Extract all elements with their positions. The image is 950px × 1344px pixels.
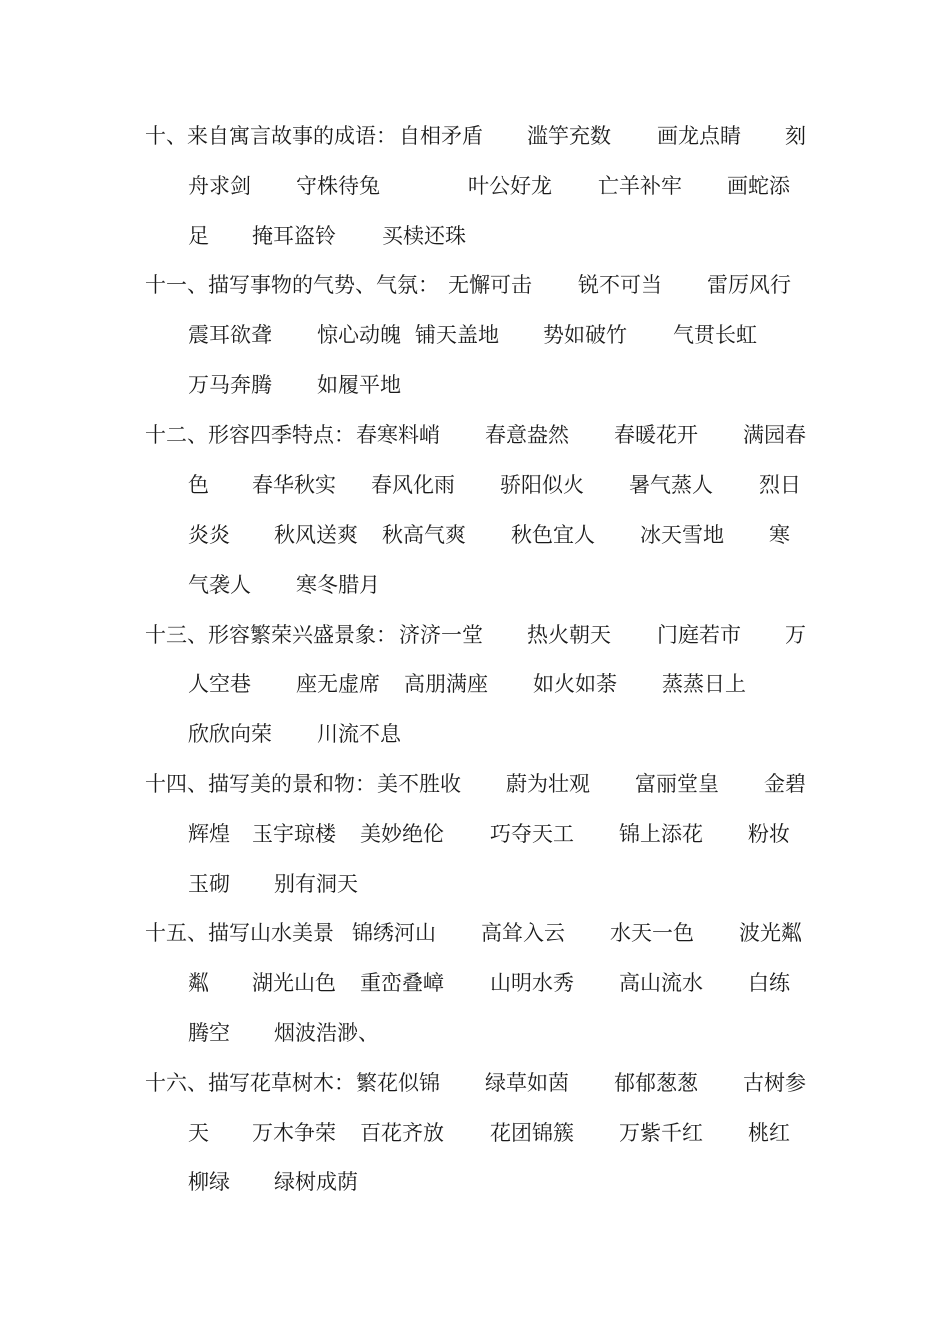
idiom: 郁郁葱葱 — [614, 1071, 698, 1095]
idiom: 繁花似锦 — [356, 1071, 440, 1095]
idiom: 重峦叠嶂 — [360, 971, 444, 995]
idiom: 秋色宜人 — [511, 523, 595, 547]
idiom: 桃红 — [748, 1121, 790, 1145]
idiom: 叶公好龙 — [468, 174, 552, 198]
idiom: 春暖花开 — [614, 423, 698, 447]
idiom: 百花齐放 — [360, 1121, 444, 1145]
idiom: 玉砌 — [188, 872, 230, 896]
section-16-heading: 十六、描写花草树木： — [145, 1071, 355, 1095]
idiom: 如火如荼 — [533, 672, 617, 696]
idiom: 满园春 — [743, 423, 806, 447]
idiom: 色 — [188, 473, 209, 497]
idiom: 富丽堂皇 — [635, 772, 719, 796]
section-10-heading: 十、来自寓言故事的成语： — [145, 124, 397, 148]
idiom: 巧夺天工 — [490, 822, 574, 846]
idiom: 万木争荣 — [252, 1121, 336, 1145]
idiom: 高耸入云 — [481, 921, 565, 945]
idiom: 无懈可击 — [448, 273, 532, 297]
idiom: 万紫千红 — [619, 1121, 703, 1145]
section-11-heading: 十一、描写事物的气势、气氛： — [145, 273, 439, 297]
idiom: 门庭若市 — [657, 623, 741, 647]
idiom: 寒 — [769, 523, 790, 547]
idiom: 暑气蒸人 — [629, 473, 713, 497]
idiom: 足 — [188, 224, 209, 248]
idiom: 天 — [188, 1121, 209, 1145]
idiom: 湖光山色 — [252, 971, 336, 995]
idiom: 美不胜收 — [377, 772, 461, 796]
idiom: 锦上添花 — [619, 822, 703, 846]
idiom: 画蛇添 — [727, 174, 790, 198]
idiom: 骄阳似火 — [500, 473, 584, 497]
idiom: 波光粼 — [739, 921, 802, 945]
idiom: 高朋满座 — [404, 672, 488, 696]
idiom: 花团锦簇 — [490, 1121, 574, 1145]
idiom: 山明水秀 — [490, 971, 574, 995]
idiom: 别有洞天 — [274, 872, 358, 896]
idiom: 粼 — [188, 971, 209, 995]
idiom: 绿草如茵 — [485, 1071, 569, 1095]
idiom: 万马奔腾 — [188, 373, 272, 397]
idiom: 人空巷 — [188, 672, 251, 696]
section-13-heading: 十三、形容繁荣兴盛景象： — [145, 623, 397, 647]
idiom: 烈日 — [759, 473, 801, 497]
idiom: 如履平地 — [317, 373, 401, 397]
idiom: 气贯长虹 — [673, 323, 757, 347]
idiom: 气袭人 — [188, 573, 251, 597]
idiom: 雷厉风行 — [707, 273, 791, 297]
idiom: 烟波浩渺、 — [274, 1021, 379, 1045]
section-12-heading: 十二、形容四季特点： — [145, 423, 355, 447]
idiom: 春意盎然 — [485, 423, 569, 447]
section-14-heading: 十四、描写美的景和物： — [145, 772, 376, 796]
idiom: 势如破竹 — [543, 323, 627, 347]
idiom: 美妙绝伦 — [360, 822, 444, 846]
idiom: 济济一堂 — [399, 623, 483, 647]
idiom: 掩耳盗铃 — [252, 224, 336, 248]
idiom: 水天一色 — [610, 921, 694, 945]
idiom: 铺天盖地 — [415, 323, 499, 347]
idiom: 辉煌 — [188, 822, 230, 846]
idiom: 惊心动魄 — [317, 323, 401, 347]
idiom: 自相矛盾 — [399, 124, 483, 148]
idiom: 川流不息 — [317, 722, 401, 746]
idiom: 秋风送爽 — [274, 523, 358, 547]
idiom: 锦绣河山 — [352, 921, 436, 945]
idiom: 寒冬腊月 — [296, 573, 380, 597]
idiom: 春寒料峭 — [356, 423, 440, 447]
idiom: 锐不可当 — [578, 273, 662, 297]
idiom: 春风化雨 — [371, 473, 455, 497]
idiom: 柳绿 — [188, 1170, 230, 1194]
idiom: 秋高气爽 — [382, 523, 466, 547]
idiom: 震耳欲聋 — [188, 323, 272, 347]
idiom: 亡羊补牢 — [598, 174, 682, 198]
idiom: 腾空 — [188, 1021, 230, 1045]
idiom: 舟求剑 — [188, 174, 251, 198]
idiom: 刻 — [785, 124, 806, 148]
idiom: 座无虚席 — [296, 672, 380, 696]
idiom: 守株待兔 — [296, 174, 380, 198]
idiom: 金碧 — [764, 772, 806, 796]
idiom: 绿树成荫 — [274, 1170, 358, 1194]
idiom: 白练 — [748, 971, 790, 995]
idiom: 玉宇琼楼 — [252, 822, 336, 846]
idiom: 高山流水 — [619, 971, 703, 995]
section-15-heading: 十五、描写山水美景 — [145, 921, 334, 945]
idiom: 冰天雪地 — [640, 523, 724, 547]
idiom: 蔚为壮观 — [506, 772, 590, 796]
idiom: 春华秋实 — [252, 473, 336, 497]
idiom: 滥竽充数 — [527, 124, 611, 148]
idiom: 欣欣向荣 — [188, 722, 272, 746]
idiom: 古树参 — [743, 1071, 806, 1095]
idiom: 粉妆 — [748, 822, 790, 846]
idiom: 万 — [785, 623, 806, 647]
idiom: 画龙点睛 — [657, 124, 741, 148]
idiom: 热火朝天 — [527, 623, 611, 647]
idiom: 炎炎 — [188, 523, 230, 547]
idiom: 蒸蒸日上 — [662, 672, 746, 696]
idiom: 买椟还珠 — [382, 224, 466, 248]
